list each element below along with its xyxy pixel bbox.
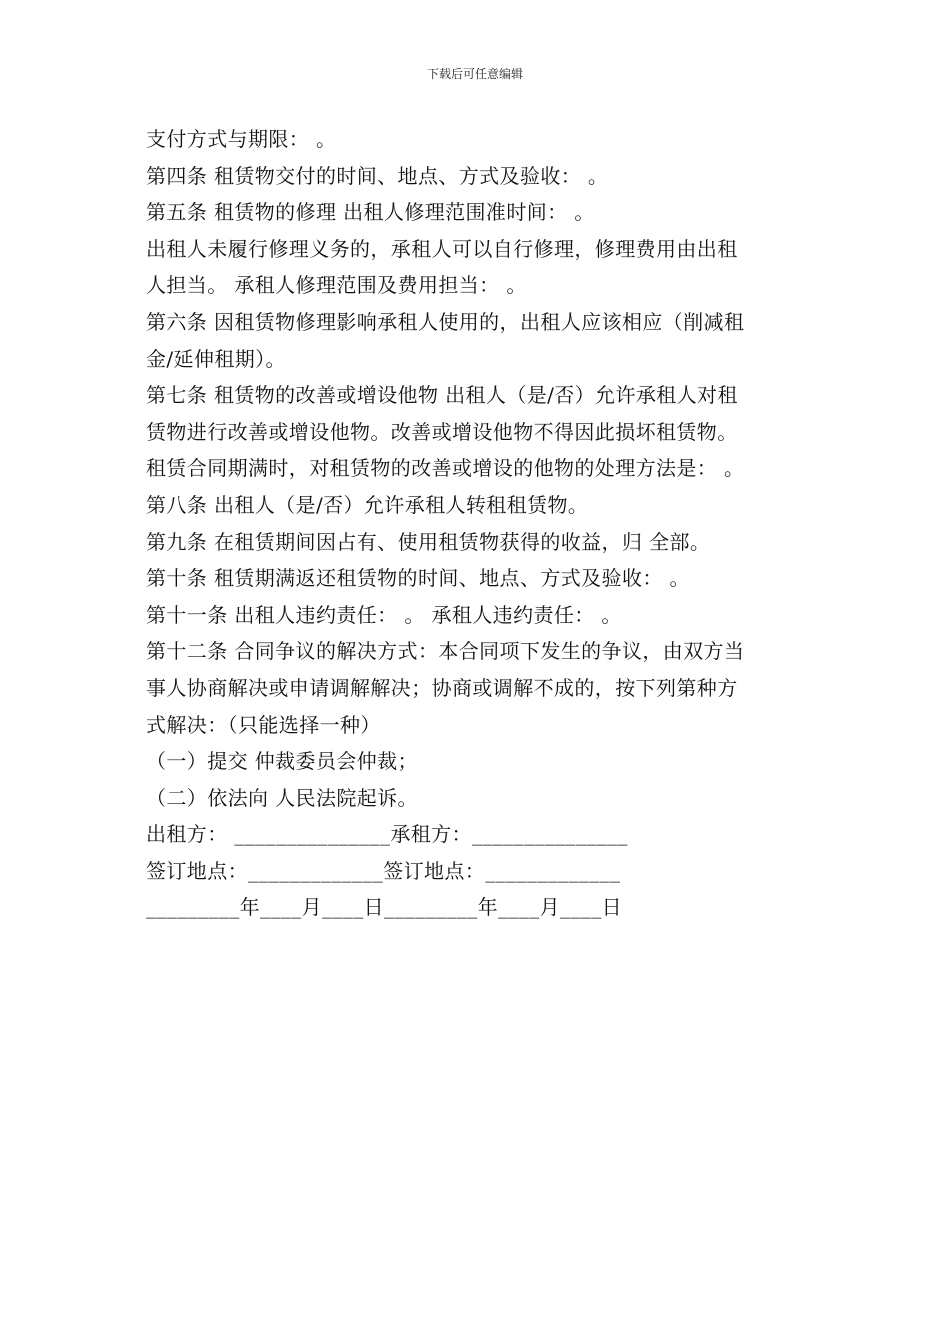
page-header: 下载后可任意编辑	[426, 67, 523, 81]
text-line: 第四条 租赁物交付的时间、地点、方式及验收： 。	[146, 163, 609, 188]
text-line: 人担当。 承租人修理范围及费用担当： 。	[146, 273, 527, 298]
signature-place-line: 签订地点：_____________签订地点：_____________	[146, 858, 621, 883]
text-line: 第十二条 合同争议的解决方式：本合同项下发生的争议，由双方当	[146, 639, 745, 664]
contract-body	[146, 121, 816, 926]
text-line: （二）依法向 人民法院起诉。	[146, 785, 418, 810]
text-line: 第九条 在租赁期间因占有、使用租赁物获得的收益，归 全部。	[146, 529, 711, 554]
text-line: （一）提交 仲裁委员会仲裁；	[146, 749, 418, 774]
text-line: 第八条 出租人（是/否）允许承租人转租租赁物。	[146, 492, 589, 517]
text-line: 第六条 因租赁物修理影响承租人使用的，出租人应该相应（削减租	[146, 309, 745, 334]
text-line: 式解决：（只能选择一种）	[146, 712, 381, 737]
text-line: 事人协商解决或申请调解解决；协商或调解不成的，按下列第种方	[146, 675, 738, 700]
text-line: 支付方式与期限： 。	[146, 127, 337, 151]
text-line: 第十条 租赁期满返还租赁物的时间、地点、方式及验收： 。	[146, 566, 690, 591]
text-line: 出租人未履行修理义务的，承租人可以自行修理，修理费用由出租	[146, 236, 738, 261]
text-line: 第五条 租赁物的修理 出租人修理范围准时间： 。	[146, 200, 595, 225]
text-line: 第七条 租赁物的改善或增设他物 出租人（是/否）允许承租人对租	[146, 383, 738, 408]
text-line: 金/延伸租期）。	[146, 346, 286, 371]
text-line: 租赁合同期满时，对租赁物的改善或增设的他物的处理方法是： 。	[146, 456, 745, 481]
signature-party-line: 出租方： _______________承租方：_______________	[146, 822, 628, 847]
text-line: 第十一条 出租人违约责任： 。 承租人违约责任： 。	[146, 602, 622, 627]
signature-date-line: _________年____月____日_________年____月____日	[146, 895, 622, 920]
text-line: 赁物进行改善或增设他物。改善或增设他物不得因此损坏租赁物。	[146, 419, 738, 444]
